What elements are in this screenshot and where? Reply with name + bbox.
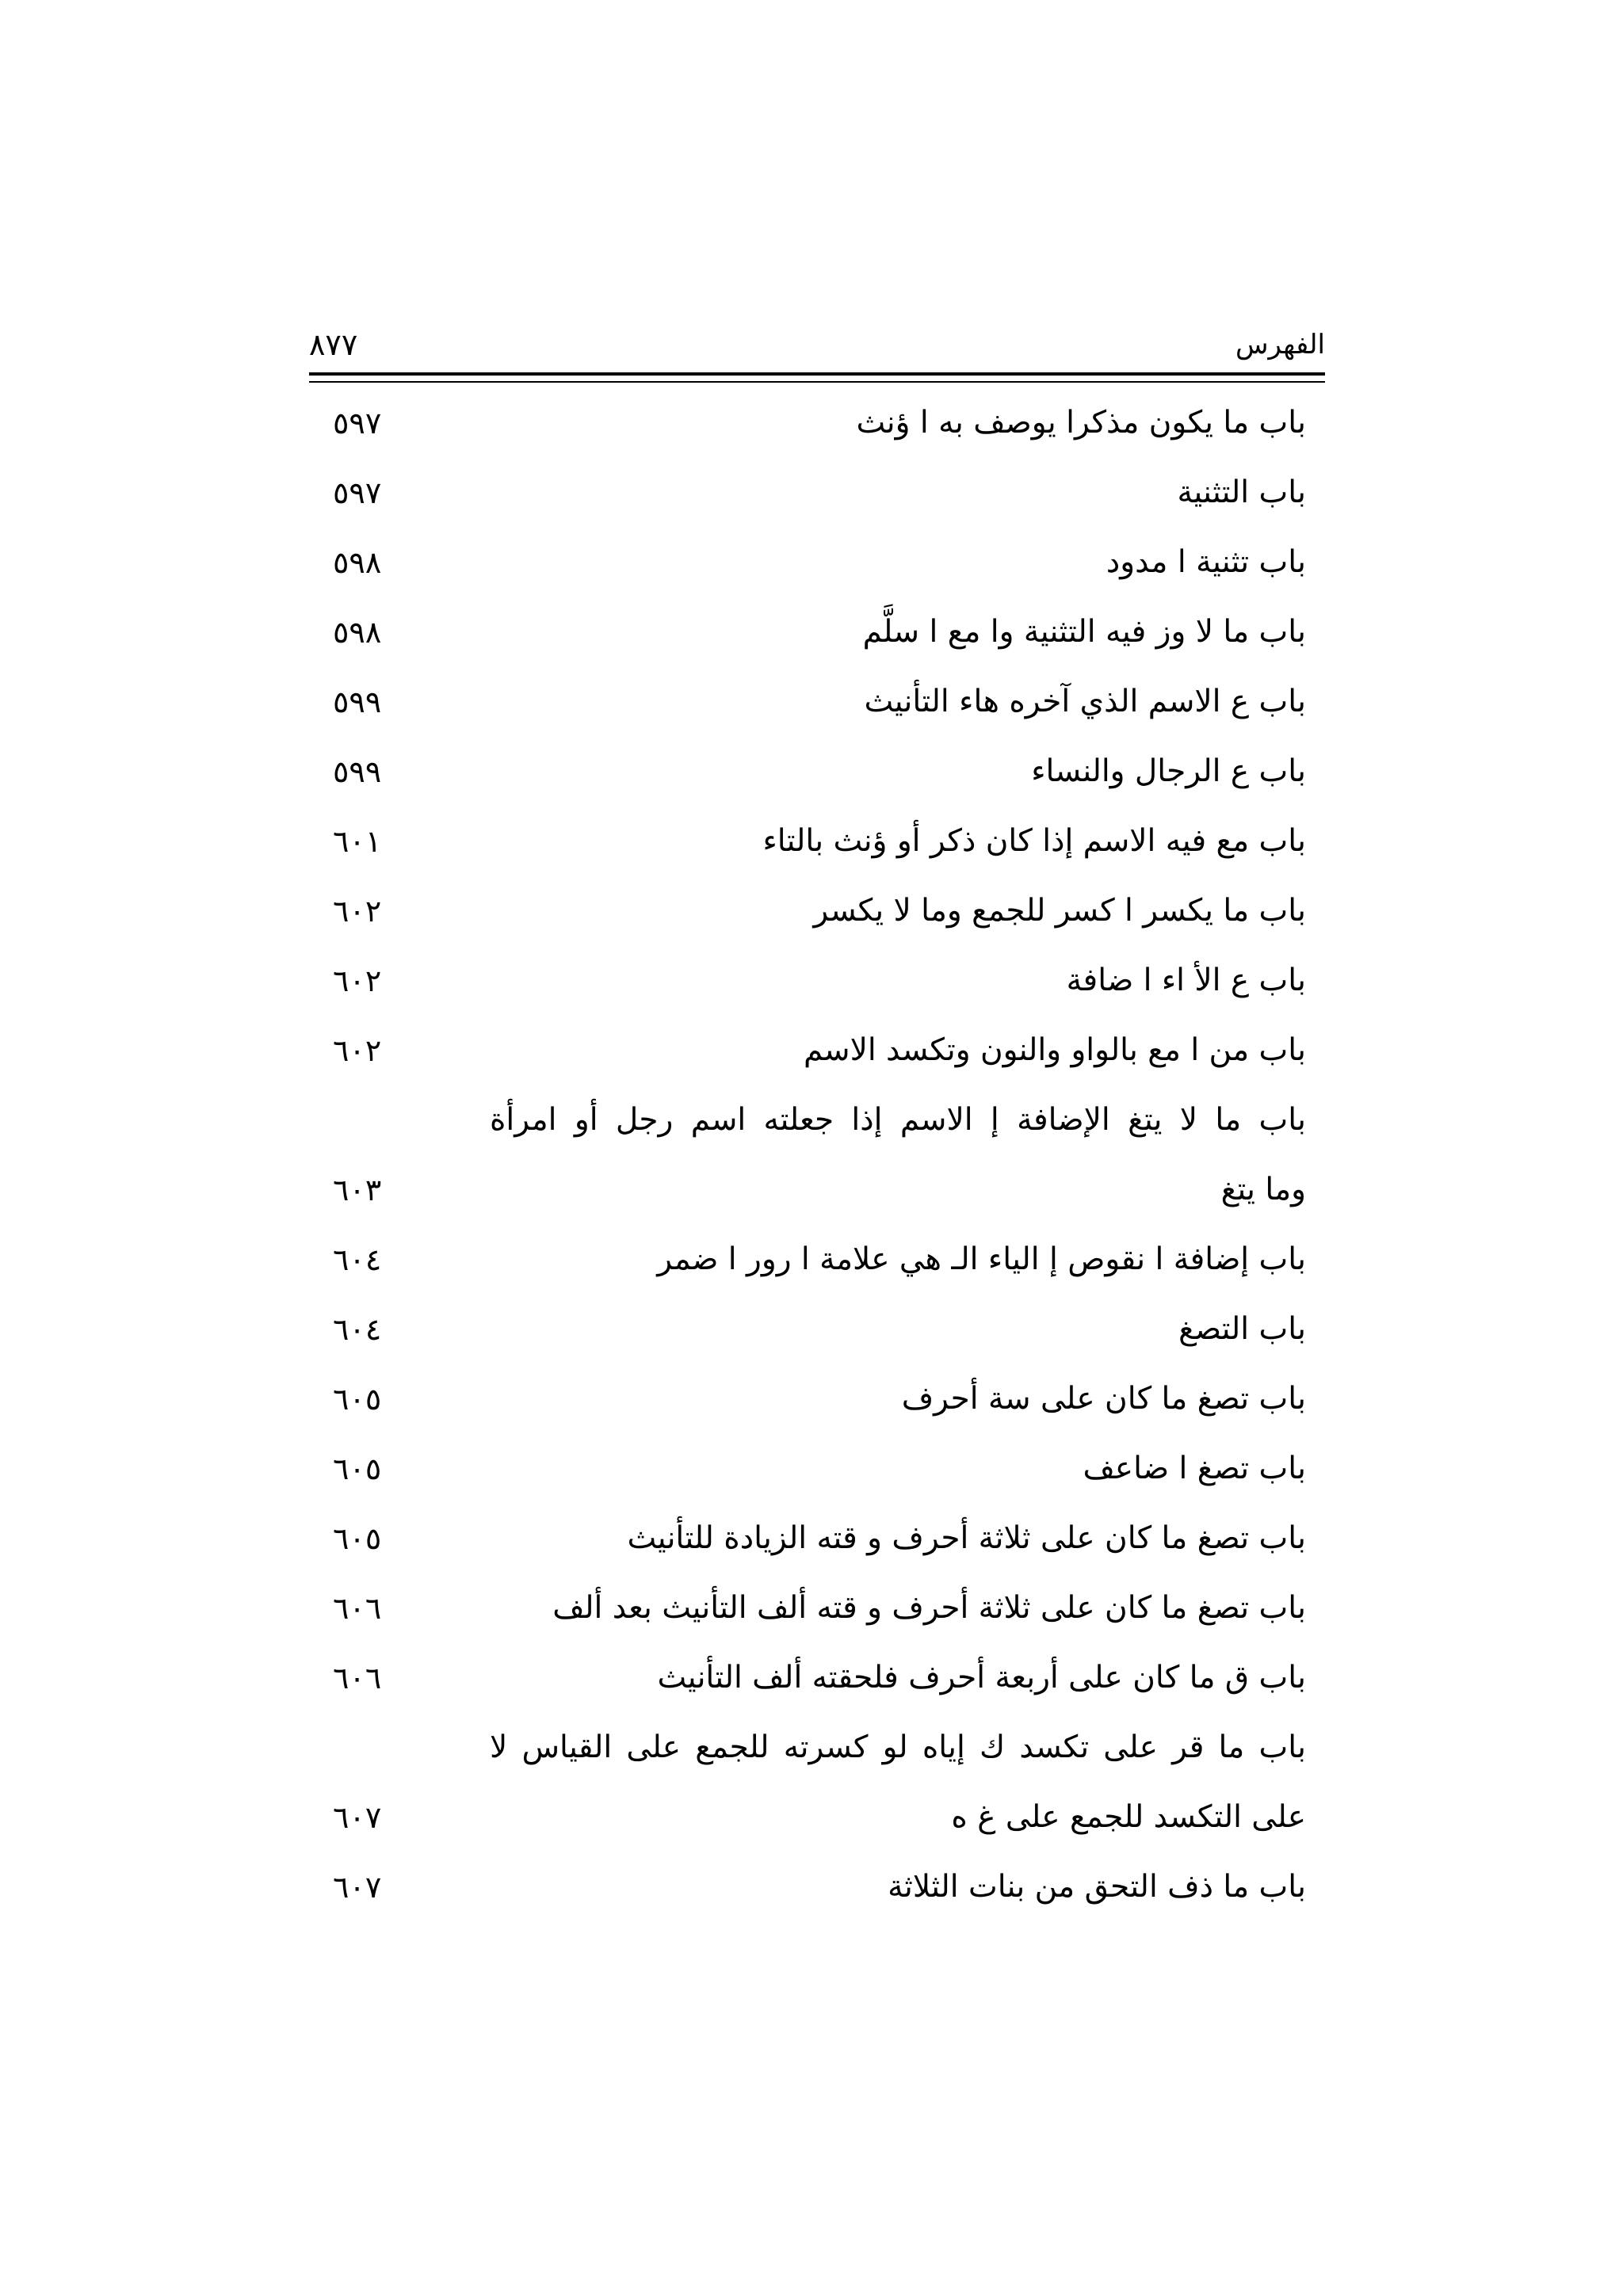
toc-entry-page: ٦٠٦ — [333, 1591, 382, 1626]
toc-entry — [309, 597, 1323, 667]
toc-entry-title: باب ما لا وز فيه التثنية وا مع ا سلَّم — [862, 614, 1306, 650]
toc-entry-title: باب مع فيه الاسم إذا كان ذكر أو ؤنث بالتاء — [762, 823, 1306, 859]
toc-entry — [309, 807, 1323, 876]
toc-entry — [309, 1852, 1323, 1922]
running-title: الفهرس — [1235, 329, 1325, 360]
toc-entry-title: باب ما لا يتغ الإضافة إ الاسم إذا جعلته اسم رجل أو امرأة — [490, 1102, 1306, 1138]
header-rule-thick — [309, 372, 1325, 376]
toc-entry-page: ٦٠٦ — [333, 1661, 382, 1695]
toc-entry-title: باب تثنية ا مدود — [1106, 544, 1306, 580]
toc-entry — [309, 1364, 1323, 1434]
page-number: ٨٧٧ — [309, 327, 358, 362]
toc-entry-title: باب ما ذف التحق من بنات الثلاثة — [888, 1869, 1306, 1905]
toc-entry-page: ٦٠٥ — [333, 1521, 382, 1556]
toc-entry — [309, 1016, 1323, 1085]
toc-entry-title: باب تصغ ما كان على سة أحرف — [901, 1381, 1306, 1417]
toc-entry-title: باب التصغ — [1178, 1311, 1306, 1347]
toc-entry-title: باب تصغ ما كان على ثلاثة أحرف و قته ألف التأنيث بعد ألف — [552, 1590, 1306, 1626]
toc-entry-title: باب ما يكسر ا كسر للجمع وما لا يكسر — [813, 893, 1306, 929]
toc-entry — [309, 1295, 1323, 1364]
toc-entry-title: باب ق ما كان على أربعة أحرف فلحقته ألف التأنيث — [657, 1660, 1306, 1695]
toc-entry-page: ٦٠٤ — [333, 1242, 382, 1277]
page-header — [309, 321, 1325, 368]
toc-entry — [309, 737, 1323, 807]
toc-entry-title: باب ع الاسم الذي آخره هاء التأنيث — [864, 684, 1306, 719]
toc-entry — [309, 1225, 1323, 1295]
toc-entry — [309, 528, 1323, 597]
table-of-contents — [309, 388, 1323, 1922]
toc-entry-page: ٥٩٧ — [333, 475, 382, 510]
toc-entry-title: وما يتغ — [1220, 1172, 1306, 1207]
toc-entry — [309, 1504, 1323, 1573]
toc-entry-title: باب ما يكون مذكرا يوصف به ا ؤنث — [856, 405, 1306, 441]
toc-entry-page: ٦٠٢ — [333, 963, 382, 998]
toc-entry-page: ٥٩٩ — [333, 754, 382, 789]
toc-entry-page: ٥٩٨ — [333, 545, 382, 580]
toc-entry-page: ٦٠٧ — [333, 1870, 382, 1905]
toc-entry-page: ٦٠٣ — [333, 1173, 382, 1207]
toc-entry-page: ٦٠٤ — [333, 1312, 382, 1347]
toc-entry-page: ٦٠٢ — [333, 1033, 382, 1068]
toc-entry-title: باب ع الأ اء ا ضافة — [1066, 963, 1306, 998]
toc-entry — [309, 1085, 1323, 1155]
toc-entry — [309, 1155, 1323, 1225]
toc-entry-title: على التكسد للجمع على غ ه — [951, 1799, 1306, 1835]
header-rule-thin — [309, 381, 1325, 383]
toc-entry — [309, 1713, 1323, 1783]
toc-entry-title: باب إضافة ا نقوص إ الياء الـ هي علامة ا رور ا ضمر — [657, 1241, 1306, 1277]
toc-entry-page: ٦٠٢ — [333, 894, 382, 929]
toc-entry — [309, 1643, 1323, 1713]
toc-entry-title: باب ما قر على تكسد ك إياه لو كسرته للجمع على القياس لا — [490, 1730, 1306, 1765]
toc-entry-title: باب تصغ ما كان على ثلاثة أحرف و قته الزيادة للتأنيث — [627, 1520, 1306, 1556]
toc-entry — [309, 946, 1323, 1016]
toc-entry-page: ٦٠١ — [333, 824, 382, 859]
toc-entry-title: باب تصغ ا ضاعف — [1083, 1451, 1306, 1486]
toc-entry-page: ٦٠٥ — [333, 1382, 382, 1417]
toc-entry — [309, 388, 1323, 458]
toc-entry — [309, 876, 1323, 946]
toc-entry — [309, 1573, 1323, 1643]
toc-entry-title: باب التثنية — [1177, 475, 1306, 510]
toc-entry-page: ٥٩٩ — [333, 685, 382, 719]
toc-entry-title: باب من ا مع بالواو والنون وتكسد الاسم — [803, 1032, 1306, 1068]
toc-entry-title: باب ع الرجال والنساء — [1031, 753, 1306, 789]
toc-entry-page: ٥٩٧ — [333, 406, 382, 441]
toc-entry — [309, 458, 1323, 528]
toc-entry-page: ٦٠٥ — [333, 1451, 382, 1486]
toc-entry — [309, 667, 1323, 737]
toc-entry — [309, 1783, 1323, 1852]
toc-entry-page: ٦٠٧ — [333, 1800, 382, 1835]
toc-entry — [309, 1434, 1323, 1504]
toc-entry-page: ٥٩٨ — [333, 615, 382, 650]
